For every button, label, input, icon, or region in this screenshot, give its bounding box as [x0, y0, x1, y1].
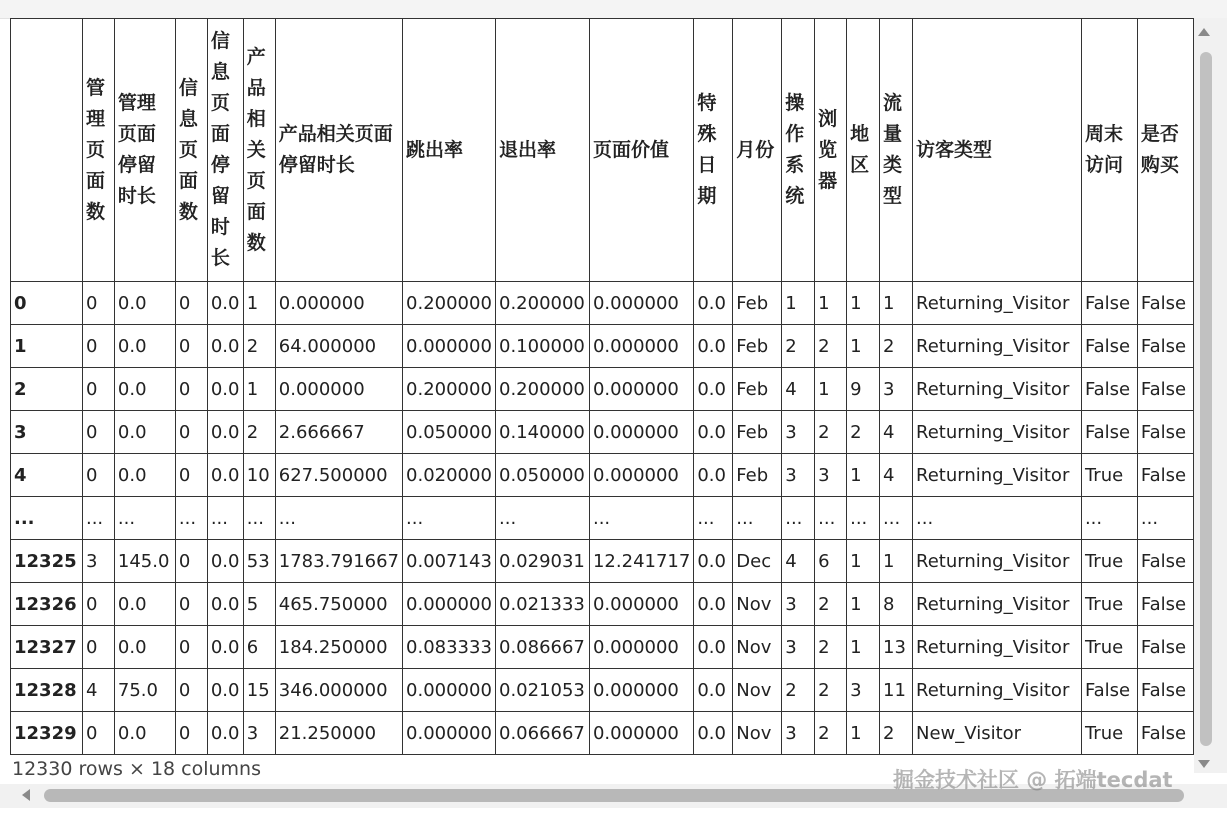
table-cell: False: [1081, 411, 1137, 454]
table-cell: ...: [847, 497, 880, 540]
table-row: [11, 454, 1194, 497]
table-cell: 1: [782, 282, 815, 325]
column-header: 浏览器: [815, 19, 847, 282]
table-cell: ...: [733, 497, 782, 540]
table-cell: ...: [782, 497, 815, 540]
table-cell: 2: [880, 712, 913, 755]
table-cell: 0.066667: [496, 712, 590, 755]
table-cell: ...: [207, 497, 243, 540]
scroll-down-arrow-icon[interactable]: [1198, 760, 1210, 768]
table-cell: 1: [847, 282, 880, 325]
table-cell: 0: [82, 368, 114, 411]
table-cell: 0.0: [114, 368, 175, 411]
table-cell: False: [1137, 325, 1193, 368]
table-cell: 0.000000: [589, 626, 693, 669]
table-cell: 75.0: [114, 669, 175, 712]
table-cell: 0.000000: [403, 325, 496, 368]
column-header: 产品相关页面停留时长: [275, 19, 402, 282]
table-cell: 1: [847, 540, 880, 583]
table-cell: 0: [82, 282, 114, 325]
table-cell: ...: [880, 497, 913, 540]
table-cell: 0.086667: [496, 626, 590, 669]
row-index-cell: 3: [11, 411, 83, 454]
table-cell: False: [1081, 368, 1137, 411]
column-header: 跳出率: [403, 19, 496, 282]
table-cell: 5: [243, 583, 275, 626]
column-header: 页面价值: [589, 19, 693, 282]
table-cell: 1: [815, 368, 847, 411]
table-cell: 0.0: [207, 411, 243, 454]
column-header: 是否购买: [1137, 19, 1193, 282]
table-cell: 12.241717: [589, 540, 693, 583]
table-cell: 0: [175, 583, 207, 626]
table-cell: 2: [815, 669, 847, 712]
table-cell: 3: [243, 712, 275, 755]
row-index-cell: 12329: [11, 712, 83, 755]
table-cell: 0.029031: [496, 540, 590, 583]
column-header: 月份: [733, 19, 782, 282]
table-cell: 0.0: [694, 669, 733, 712]
table-cell: 1: [243, 282, 275, 325]
table-cell: ...: [243, 497, 275, 540]
table-cell: 10: [243, 454, 275, 497]
table-cell: 3: [880, 368, 913, 411]
table-cell: 0.0: [694, 282, 733, 325]
column-header: 信息页面停留时长: [207, 19, 243, 282]
table-row: [11, 325, 1194, 368]
table-cell: 0: [82, 583, 114, 626]
table-cell: 465.750000: [275, 583, 402, 626]
table-cell: 0.021053: [496, 669, 590, 712]
table-row: [11, 540, 1194, 583]
column-header: 流量类型: [880, 19, 913, 282]
table-cell: 0.0: [114, 454, 175, 497]
table-cell: 0.000000: [403, 712, 496, 755]
column-header: 访客类型: [913, 19, 1082, 282]
table-cell: ...: [496, 497, 590, 540]
table-cell: 3: [782, 454, 815, 497]
table-cell: 4: [82, 669, 114, 712]
table-cell: True: [1081, 540, 1137, 583]
table-cell: 1: [847, 583, 880, 626]
table-cell: 1: [880, 540, 913, 583]
table-cell: 4: [880, 454, 913, 497]
column-header: 退出率: [496, 19, 590, 282]
table-cell: 0.050000: [403, 411, 496, 454]
table-cell: 0.000000: [275, 282, 402, 325]
output-top-strip: [0, 0, 1227, 19]
table-cell: 1: [880, 282, 913, 325]
column-header: 管理页面停留时长: [114, 19, 175, 282]
table-cell: 0.0: [114, 411, 175, 454]
table-cell: 0.000000: [403, 669, 496, 712]
table-cell: 53: [243, 540, 275, 583]
table-cell: Returning_Visitor: [913, 626, 1082, 669]
column-header: 产品相关页面数: [243, 19, 275, 282]
table-cell: 3: [782, 583, 815, 626]
table-cell: 0.0: [207, 540, 243, 583]
table-cell: 0.0: [114, 282, 175, 325]
table-cell: 2: [815, 712, 847, 755]
table-cell: 0.0: [694, 712, 733, 755]
table-cell: Returning_Visitor: [913, 669, 1082, 712]
table-cell: 0.0: [207, 712, 243, 755]
table-cell: 2: [815, 411, 847, 454]
table-cell: 0: [82, 626, 114, 669]
table-cell: ...: [694, 497, 733, 540]
table-cell: 21.250000: [275, 712, 402, 755]
table-cell: 0.000000: [589, 411, 693, 454]
table-cell: 2: [243, 411, 275, 454]
table-cell: Returning_Visitor: [913, 368, 1082, 411]
column-header: 特殊日期: [694, 19, 733, 282]
table-row: [11, 712, 1194, 755]
table-cell: 64.000000: [275, 325, 402, 368]
table-cell: 0: [175, 411, 207, 454]
table-cell: 0: [175, 325, 207, 368]
column-header: 管理页面数: [82, 19, 114, 282]
table-row: [11, 411, 1194, 454]
table-cell: 0.000000: [589, 368, 693, 411]
table-row: [11, 497, 1194, 540]
table-cell: 145.0: [114, 540, 175, 583]
table-cell: 1: [847, 325, 880, 368]
table-cell: 2: [880, 325, 913, 368]
table-cell: ...: [275, 497, 402, 540]
table-cell: New_Visitor: [913, 712, 1082, 755]
table-cell: 4: [880, 411, 913, 454]
table-cell: Returning_Visitor: [913, 282, 1082, 325]
table-cell: False: [1137, 368, 1193, 411]
table-cell: 0: [175, 282, 207, 325]
row-index-cell: ...: [11, 497, 83, 540]
table-cell: 1: [815, 282, 847, 325]
table-cell: 3: [782, 411, 815, 454]
table-cell: 9: [847, 368, 880, 411]
table-cell: 0: [175, 626, 207, 669]
table-cell: 0.0: [207, 583, 243, 626]
row-index-cell: 4: [11, 454, 83, 497]
table-cell: 0.000000: [589, 669, 693, 712]
table-cell: 0.0: [694, 325, 733, 368]
dataframe-table: [10, 18, 1194, 755]
table-cell: 346.000000: [275, 669, 402, 712]
table-cell: 2: [243, 325, 275, 368]
table-cell: Feb: [733, 454, 782, 497]
table-cell: 1: [243, 368, 275, 411]
table-cell: False: [1137, 282, 1193, 325]
table-cell: Nov: [733, 669, 782, 712]
table-cell: False: [1081, 282, 1137, 325]
table-cell: 3: [815, 454, 847, 497]
table-cell: 0.0: [114, 325, 175, 368]
table-cell: 0: [175, 540, 207, 583]
table-cell: 0.000000: [589, 325, 693, 368]
table-row: [11, 669, 1194, 712]
table-cell: ...: [589, 497, 693, 540]
table-cell: 0.000000: [589, 454, 693, 497]
table-cell: ...: [403, 497, 496, 540]
table-cell: 6: [815, 540, 847, 583]
table-cell: 3: [782, 712, 815, 755]
table-cell: 0: [82, 325, 114, 368]
table-cell: 0.200000: [403, 282, 496, 325]
table-cell: Nov: [733, 712, 782, 755]
table-row: [11, 583, 1194, 626]
table-cell: 0.0: [114, 712, 175, 755]
table-cell: False: [1137, 411, 1193, 454]
table-cell: 0.021333: [496, 583, 590, 626]
table-cell: ...: [1137, 497, 1193, 540]
table-cell: 3: [782, 626, 815, 669]
table-cell: 0.140000: [496, 411, 590, 454]
column-header: 操作系统: [782, 19, 815, 282]
table-cell: 0: [175, 368, 207, 411]
table-cell: Nov: [733, 583, 782, 626]
watermark: 掘金技术社区 @ 拓端tecdat: [893, 768, 1173, 792]
table-cell: Returning_Visitor: [913, 325, 1082, 368]
table-cell: 1783.791667: [275, 540, 402, 583]
table-cell: 0.0: [694, 368, 733, 411]
table-cell: False: [1137, 626, 1193, 669]
table-cell: 0.0: [207, 282, 243, 325]
table-cell: 0.050000: [496, 454, 590, 497]
table-cell: 6: [243, 626, 275, 669]
table-cell: 8: [880, 583, 913, 626]
table-cell: 0: [175, 669, 207, 712]
table-cell: 0.020000: [403, 454, 496, 497]
table-cell: 2: [847, 411, 880, 454]
table-cell: 0.0: [207, 454, 243, 497]
table-cell: 1: [847, 626, 880, 669]
table-cell: 0.0: [207, 669, 243, 712]
table-cell: 0.200000: [496, 282, 590, 325]
table-cell: 0.0: [207, 368, 243, 411]
row-index-cell: 12328: [11, 669, 83, 712]
column-header: 信息页面数: [175, 19, 207, 282]
table-cell: 0.007143: [403, 540, 496, 583]
table-cell: True: [1081, 712, 1137, 755]
table-row: [11, 626, 1194, 669]
column-header: 周末访问: [1081, 19, 1137, 282]
table-cell: 3: [82, 540, 114, 583]
table-cell: True: [1081, 626, 1137, 669]
dataframe-viewport: [10, 18, 1194, 756]
table-cell: ...: [913, 497, 1082, 540]
table-cell: True: [1081, 454, 1137, 497]
table-cell: 0.0: [694, 540, 733, 583]
table-cell: 0.200000: [496, 368, 590, 411]
row-index-cell: 2: [11, 368, 83, 411]
table-cell: 0.083333: [403, 626, 496, 669]
table-cell: False: [1081, 325, 1137, 368]
table-cell: 0.0: [207, 626, 243, 669]
table-cell: ...: [175, 497, 207, 540]
table-cell: 627.500000: [275, 454, 402, 497]
table-cell: Feb: [733, 411, 782, 454]
table-cell: 0.0: [114, 626, 175, 669]
table-cell: True: [1081, 583, 1137, 626]
table-cell: 0: [175, 712, 207, 755]
table-cell: 0.100000: [496, 325, 590, 368]
row-index-cell: 0: [11, 282, 83, 325]
table-cell: ...: [815, 497, 847, 540]
table-body: [11, 282, 1194, 755]
row-index-cell: 12325: [11, 540, 83, 583]
table-cell: Feb: [733, 282, 782, 325]
table-cell: ...: [1081, 497, 1137, 540]
table-cell: 0.0: [694, 583, 733, 626]
table-cell: 2: [815, 626, 847, 669]
index-header-cell: [11, 19, 83, 282]
table-cell: Returning_Visitor: [913, 454, 1082, 497]
table-cell: 11: [880, 669, 913, 712]
table-cell: 0.0: [694, 454, 733, 497]
table-cell: False: [1137, 583, 1193, 626]
table-row: [11, 368, 1194, 411]
table-cell: 15: [243, 669, 275, 712]
table-cell: 2: [782, 325, 815, 368]
table-cell: 4: [782, 540, 815, 583]
table-cell: 4: [782, 368, 815, 411]
table-cell: 2: [815, 583, 847, 626]
table-cell: False: [1137, 454, 1193, 497]
table-cell: 2.666667: [275, 411, 402, 454]
table-cell: Returning_Visitor: [913, 583, 1082, 626]
table-cell: 0.000000: [589, 282, 693, 325]
table-cell: 2: [782, 669, 815, 712]
table-cell: 0.000000: [403, 583, 496, 626]
table-header-row: [11, 19, 1194, 282]
vertical-scroll-thumb[interactable]: [1200, 52, 1212, 746]
table-cell: 0.0: [207, 325, 243, 368]
table-cell: ...: [114, 497, 175, 540]
table-cell: 0.0: [114, 583, 175, 626]
table-cell: False: [1137, 712, 1193, 755]
table-cell: Dec: [733, 540, 782, 583]
table-cell: 3: [847, 669, 880, 712]
table-cell: 1: [847, 712, 880, 755]
table-cell: Feb: [733, 325, 782, 368]
table-cell: False: [1137, 540, 1193, 583]
table-cell: 13: [880, 626, 913, 669]
table-cell: 0.000000: [275, 368, 402, 411]
table-cell: 0: [82, 411, 114, 454]
table-cell: False: [1137, 669, 1193, 712]
table-cell: False: [1081, 669, 1137, 712]
table-cell: 0: [175, 454, 207, 497]
table-cell: Nov: [733, 626, 782, 669]
table-cell: 0: [82, 454, 114, 497]
table-cell: ...: [82, 497, 114, 540]
table-cell: 0.000000: [589, 712, 693, 755]
table-cell: 0.000000: [589, 583, 693, 626]
table-cell: Feb: [733, 368, 782, 411]
dataframe-shape-text: 12330 rows × 18 columns: [12, 758, 261, 780]
table-cell: 2: [815, 325, 847, 368]
row-index-cell: 1: [11, 325, 83, 368]
table-cell: 0.0: [694, 411, 733, 454]
table-cell: Returning_Visitor: [913, 411, 1082, 454]
scroll-left-arrow-icon[interactable]: [22, 789, 30, 801]
table-cell: 0.0: [694, 626, 733, 669]
table-cell: 0: [82, 712, 114, 755]
scroll-up-arrow-icon[interactable]: [1198, 28, 1210, 36]
table-cell: 0.200000: [403, 368, 496, 411]
row-index-cell: 12326: [11, 583, 83, 626]
row-index-cell: 12327: [11, 626, 83, 669]
table-cell: Returning_Visitor: [913, 540, 1082, 583]
table-cell: 1: [847, 454, 880, 497]
column-header: 地区: [847, 19, 880, 282]
table-row: [11, 282, 1194, 325]
table-cell: 184.250000: [275, 626, 402, 669]
